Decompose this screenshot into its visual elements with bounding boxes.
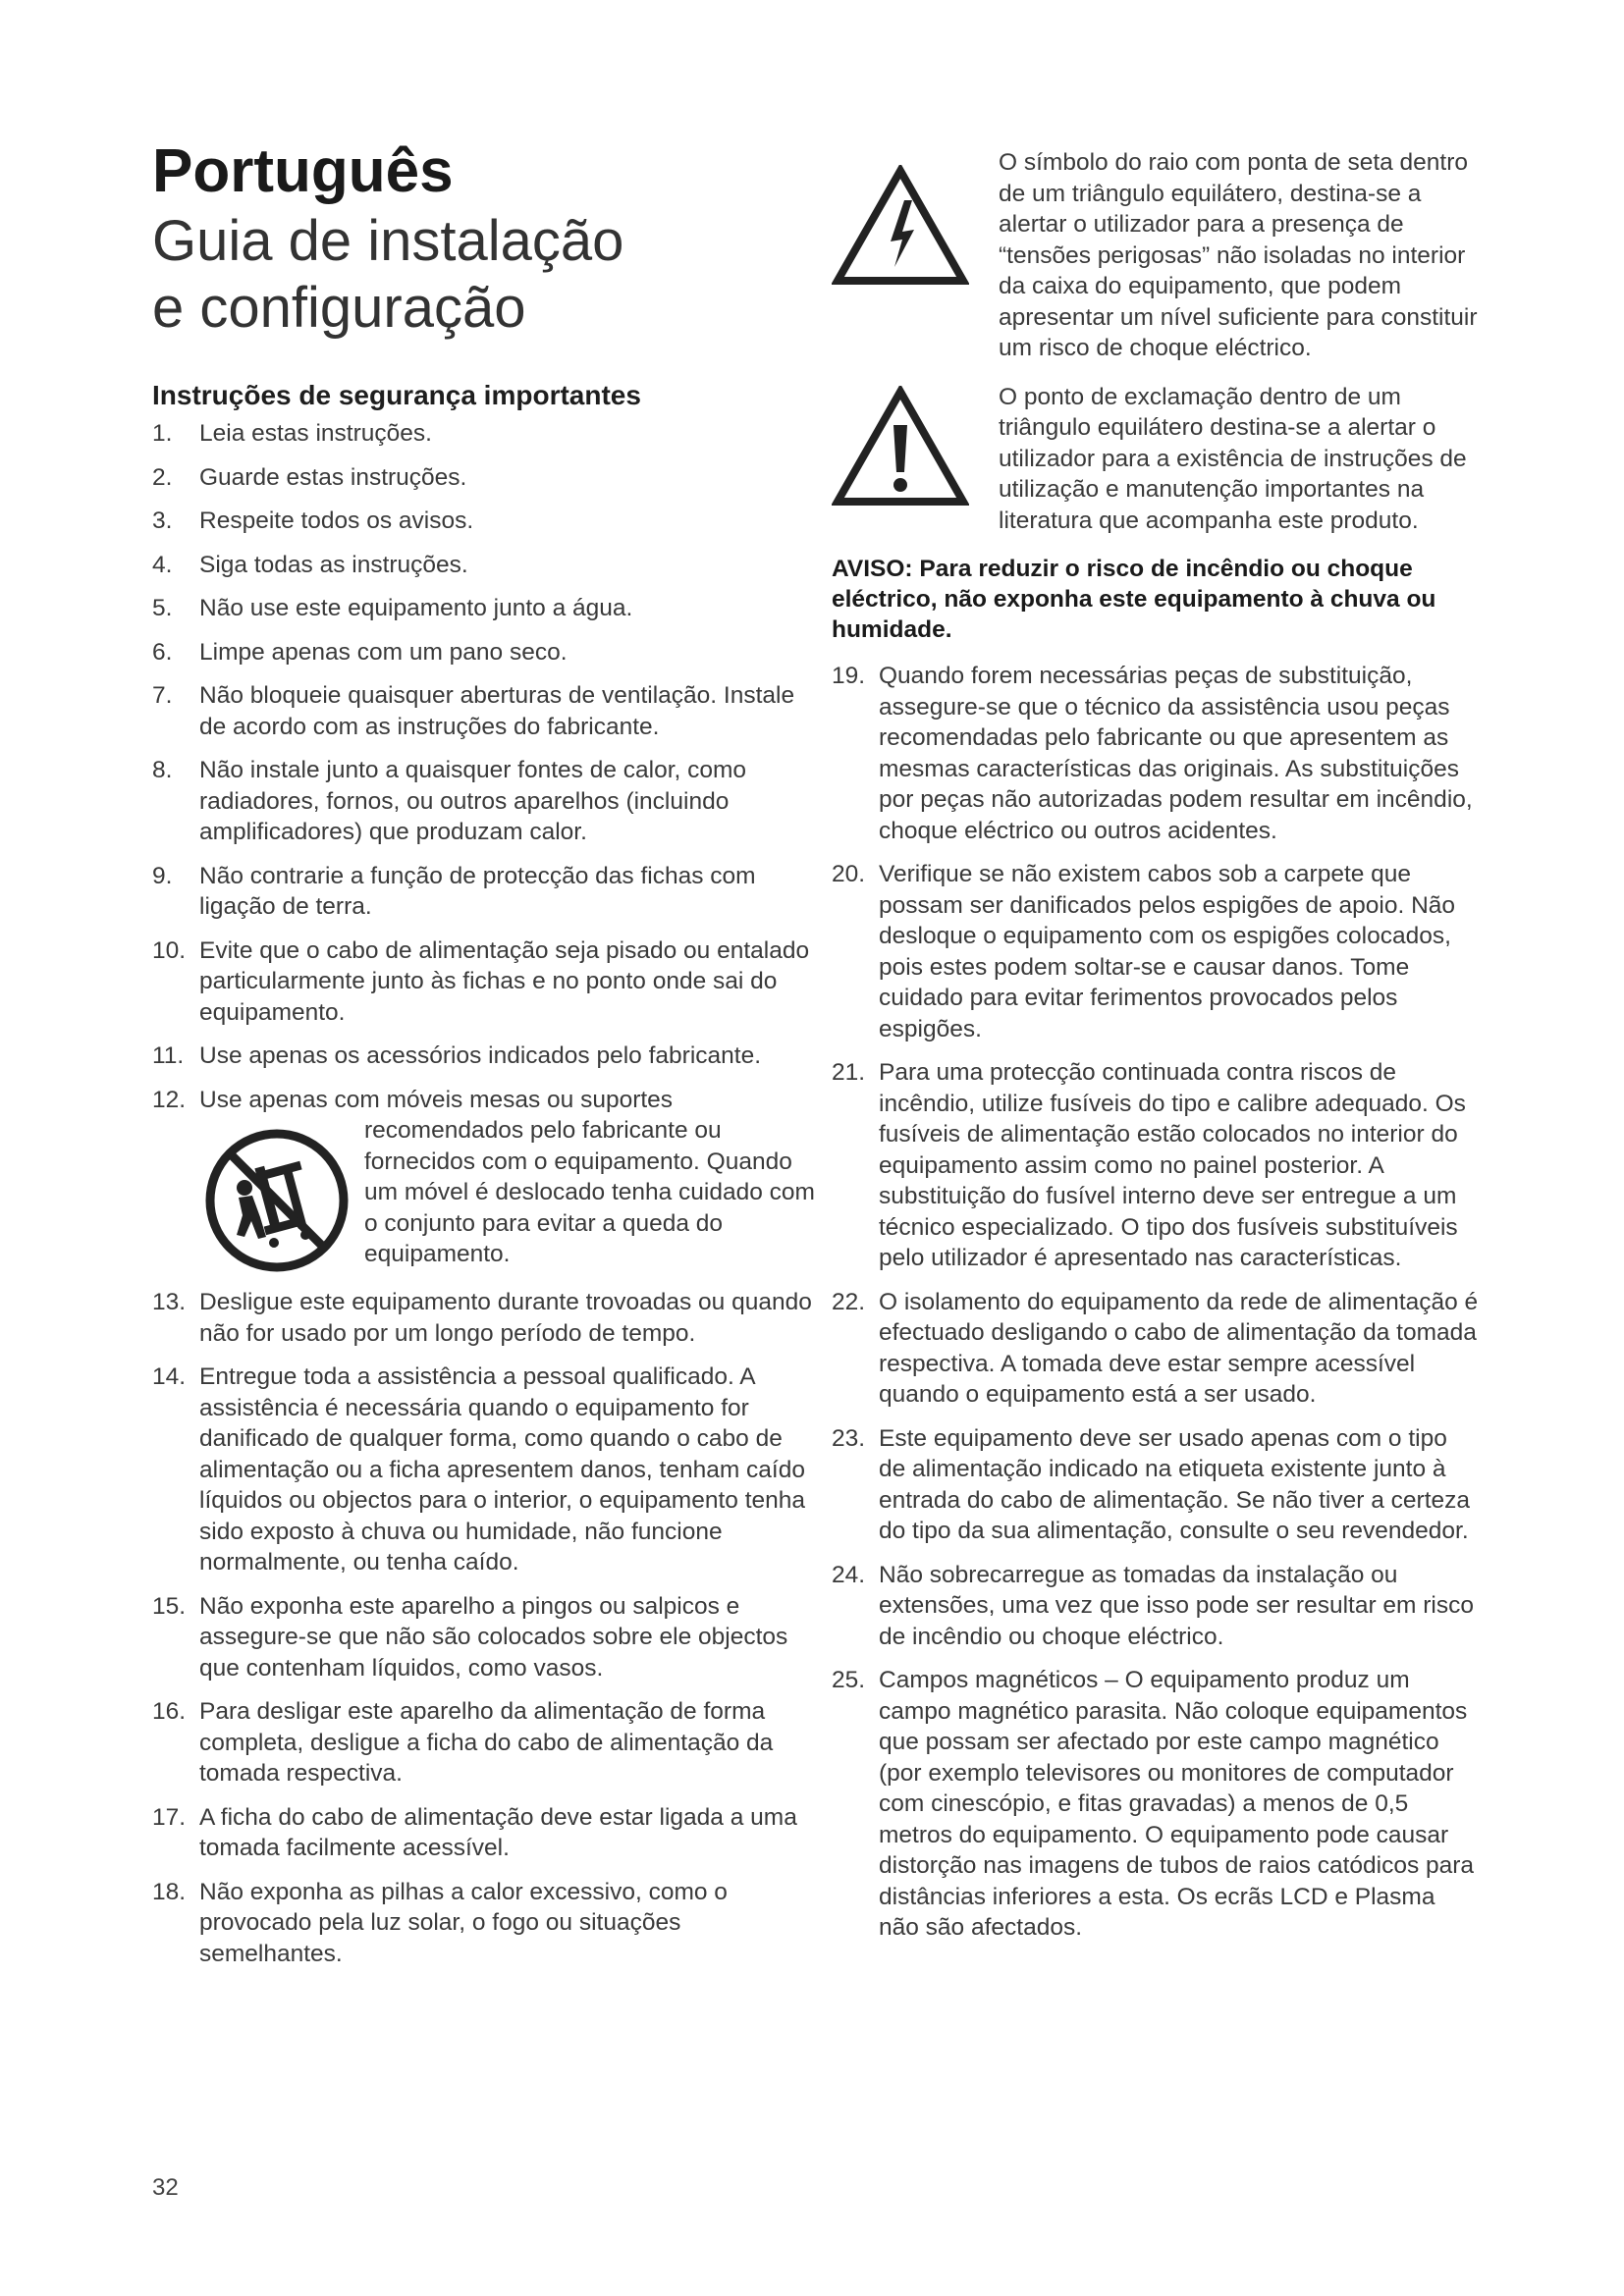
safety-list-b: [832, 661, 1480, 1944]
cart-tipover-warning-icon: [203, 1127, 351, 1274]
list-item: 24. Não sobrecarregue as tomadas da instalação ou extensões, uma vez que isso pode ser resultar em risco de incêndio ou choque eléctrico.: [832, 1561, 1474, 1650]
list-item: 18. Não exponha as pilhas a calor excessivo, como o provocado pela luz solar, o fogo ou situações semelhantes.: [152, 1878, 728, 1967]
aviso-warning: AVISO: Para reduzir o risco de incêndio ou choque eléctrico, não exponha este equipamento à chuva ou humidade.: [832, 556, 1436, 643]
list-item: 17. A ficha do cabo de alimentação deve estar ligada a uma tomada facilmente acessível.: [152, 1803, 797, 1861]
list-item: 25. Campos magnéticos – O equipamento produz um campo magnético parasita. Não coloque equipamentos que possam ser afectado por este campo magnético (por exemplo televisores ou monitores de computador com cinescópio, e fitas gravadas) a menos de 0,5 metros do equipamento. O equipamento pode causar distorção nas imagens de tubos de raios catódicos para distâncias inferiores a esta. Os ecrãs LCD e Plasma não são afectados.: [832, 1667, 1475, 1941]
list-item: 14. Entregue toda a assistência a pessoal qualificado. A assistência é necessária quando o equipamento for danificado de qualquer forma, como quando o cabo de alimentação ou a ficha apresentem danos, tenham caído líquidos ou objectos para o interior, o equipamento tenha sido exposto à chuva ou humidade, não funcione normalmente, ou tenha caído.: [152, 1363, 806, 1575]
list-item: 2. Guarde estas instruções.: [152, 463, 467, 491]
list-item: 7. Não bloqueie quaisquer aberturas de ventilação. Instale de acordo com as instruções do fabricante.: [152, 682, 795, 740]
exclamation-warning: O ponto de exclamação dentro de um triângulo equilátero destina-se a alertar o utilizador para a existência de instruções de utilização e manutenção importantes na literatura que acompanha este produto.: [832, 382, 1480, 537]
list-item: 16. Para desligar este aparelho da alimentação de forma completa, desligue a ficha do cabo de alimentação da tomada respectiva.: [152, 1698, 774, 1787]
page-number: 32: [152, 2174, 179, 2201]
list-item: 1. Leia estas instruções.: [152, 420, 432, 447]
right-column: [832, 147, 1480, 1956]
list-item: 8. Não instale junto a quaisquer fontes de calor, como radiadores, fornos, ou outros aparelhos (incluindo amplificadores) que produzam calor.: [152, 757, 747, 845]
lightning-triangle-icon: [832, 165, 969, 288]
exclamation-triangle-icon: [832, 386, 969, 508]
language-title: Português: [152, 137, 454, 205]
list-item: 9. Não contrarie a função de protecção das fichas com ligação de terra.: [152, 862, 756, 920]
section-heading: Instruções de segurança importantes: [152, 380, 641, 410]
item12-intro: Use apenas com móveis mesas ou suportes: [199, 1086, 674, 1113]
list-item: 22. O isolamento do equipamento da rede de alimentação é efectuado desligando o cabo de alimentação da tomada respectiva. A tomada deve estar sempre acessível quando o equipamento está a ser usado.: [832, 1288, 1479, 1408]
item12-rest: recomendados pelo fabricante ou fornecidos com o equipamento. Quando um móvel é deslocado tenha cuidado com o conjunto para evitar a queda do equipamento.: [364, 1117, 815, 1267]
list-item: 5. Não use este equipamento junto a água.: [152, 595, 633, 621]
guide-title-line2: e configuração: [152, 276, 526, 340]
guide-title-line1: Guia de instalação: [152, 209, 624, 273]
list-item: 4. Siga todas as instruções.: [152, 551, 468, 578]
list-item: 21. Para uma protecção continuada contra riscos de incêndio, utilize fusíveis do tipo e calibre adequado. Os fusíveis de alimentação estão colocados no interior do equipamento assim como no painel posterior. A substituição do fusível interno deve ser entregue a um técnico especializado. O tipo dos fusíveis substituíveis pelo utilizador é apresentado nas características.: [832, 1059, 1466, 1271]
list-item: 11. Use apenas os acessórios indicados pelo fabricante.: [152, 1042, 762, 1069]
list-item: 15. Não exponha este aparelho a pingos ou salpicos e assegure-se que não são colocados sobre ele objectos que contenham líquidos, como vasos.: [152, 1592, 788, 1682]
lightning-warning: O símbolo do raio com ponta de seta dentro de um triângulo equilátero, destina-se a alertar o utilizador para a presença de “tensões perigosas” não isoladas no interior da caixa do equipamento, que podem apresentar um nível suficiente para constituir um risco de choque eléctrico.: [832, 147, 1480, 364]
list-item: 20. Verifique se não existem cabos sob a carpete que possam ser danificados pelos espigões de apoio. Não desloque o equipamento com os espigões colocados, pois estes podem soltar-se e causar danos. Tome cuidado para evitar ferimentos provocados pelos espigões.: [832, 861, 1456, 1042]
list-item-12: 12. Use apenas com móveis mesas ou suportes recomendados pelo fabricante ou fornecidos com o equipamento. Quando um móvel é deslocado tenha cuidado com o conjunto para evitar a queda do equipamento.: [152, 1085, 815, 1275]
list-item: 10. Evite que o cabo de alimentação seja pisado ou entalado particularmente junto às fichas e no ponto onde sai do equipamento.: [152, 936, 810, 1026]
list-item: 3. Respeite todos os avisos.: [152, 507, 474, 534]
list-item: 6. Limpe apenas com um pano seco.: [152, 638, 568, 666]
list-item: 23. Este equipamento deve ser usado apenas com o tipo de alimentação indicado na etiqueta existente junto à entrada do cabo de alimentação. Se não tiver a certeza do tipo da sua alimentação, consulte o seu revendedor.: [832, 1424, 1470, 1544]
list-item: 13. Desligue este equipamento durante trovoadas ou quando não for usado por um longo período de tempo.: [152, 1289, 812, 1347]
safety-list-a: [152, 418, 815, 1969]
left-column: [152, 137, 815, 1982]
list-item: 19. Quando forem necessárias peças de substituição, assegure-se que o técnico da assistência usou peças recomendadas pelo fabricante ou que apresentem as mesmas características das originais. As substituições por peças não autorizadas podem resultar em incêndio, choque eléctrico ou outros acidentes.: [832, 663, 1473, 844]
